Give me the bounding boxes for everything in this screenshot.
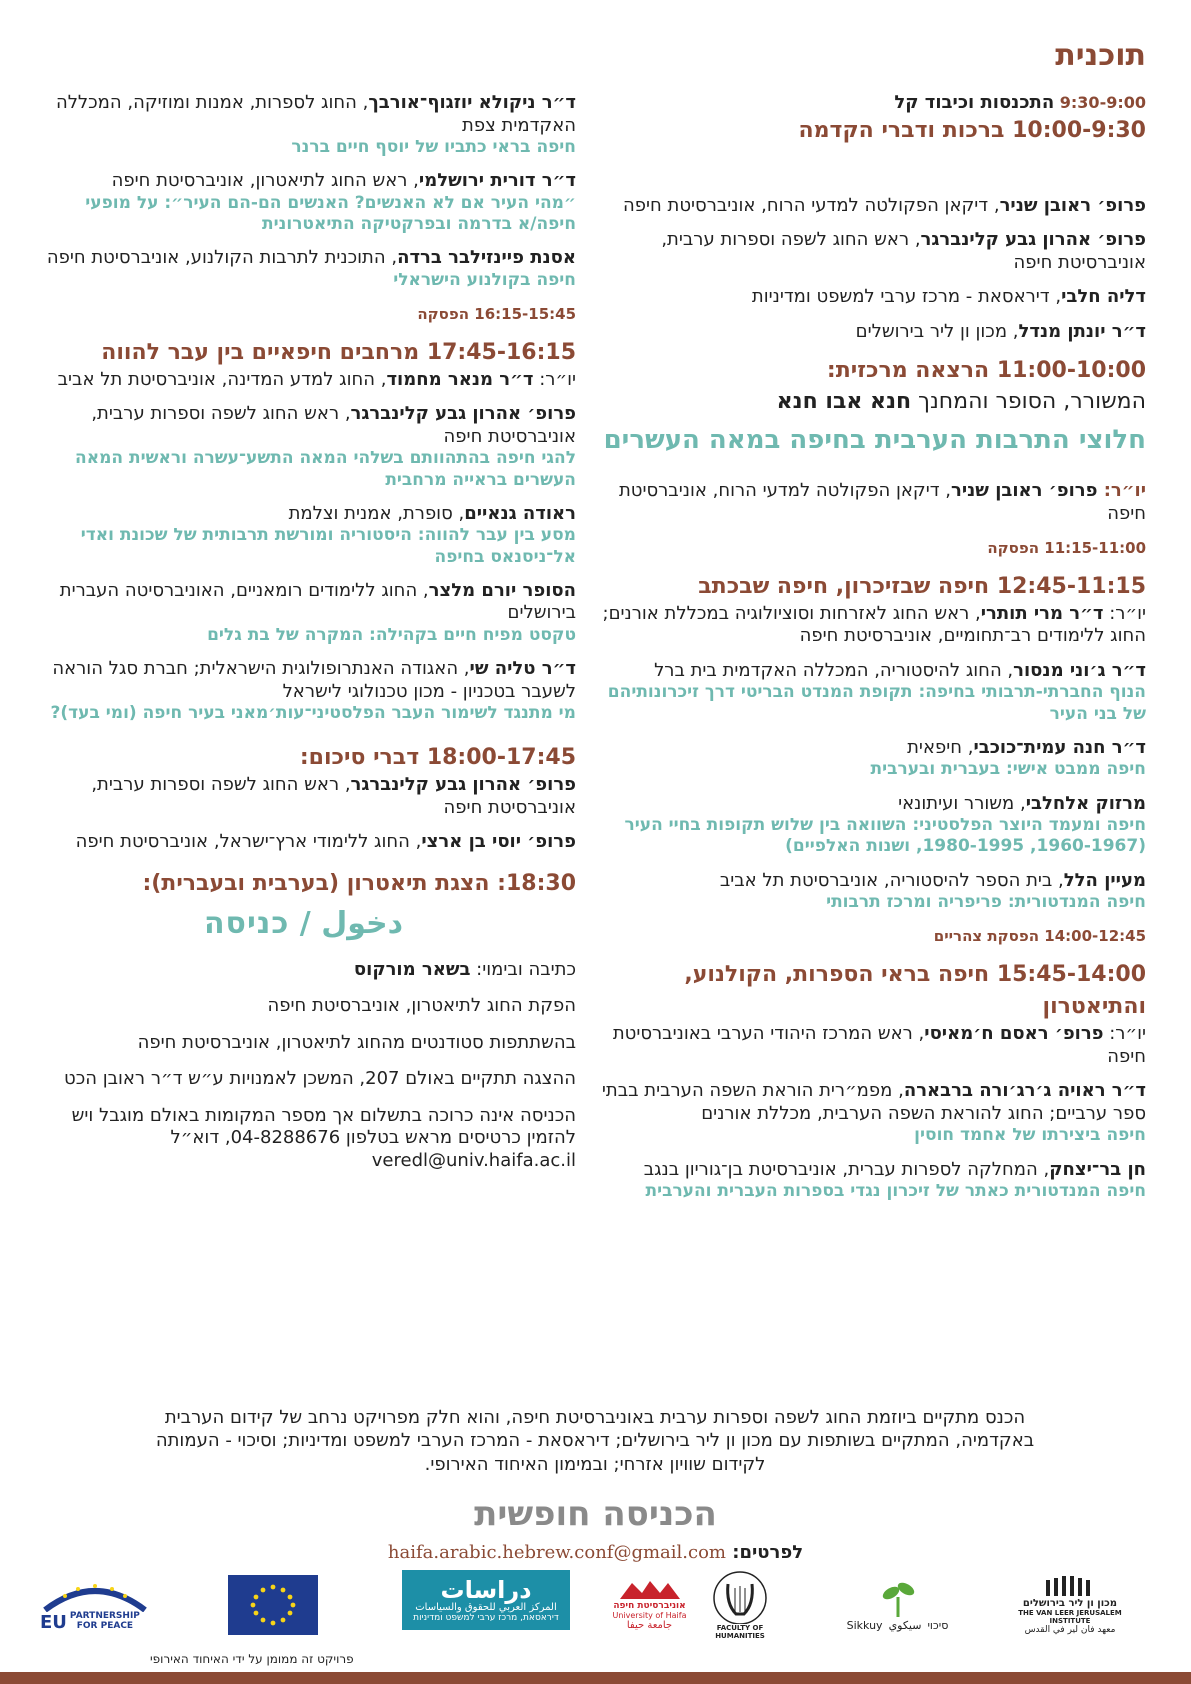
speaker-name: הסופר יורם מלצר bbox=[428, 579, 576, 601]
speaker-affiliation: , החוג ללימודים רומאניים, האוניברסיטה העברית בירושלים bbox=[59, 579, 576, 624]
speaker-name: פרופ׳ יוסי בן ארצי bbox=[421, 831, 576, 853]
talk-title: מסע בין עבר להווה: היסטוריה ומורשת תרבותית של שכונת ואדי אל־ניסנאס בחיפה bbox=[80, 525, 576, 567]
speaker-entry bbox=[31, 580, 576, 646]
speaker-entry bbox=[586, 660, 1146, 725]
bottom-bar bbox=[0, 1672, 1191, 1684]
speaker-entry bbox=[31, 503, 576, 568]
eu-prefix: EU bbox=[40, 1611, 67, 1633]
talk-title: חיפה בראי כתביו של יוסף חיים ברנר bbox=[291, 137, 576, 157]
keynote-chair-name: פרופ׳ ראובן שניר bbox=[951, 480, 1098, 502]
literature-speakers-continued bbox=[31, 92, 576, 291]
contact-line bbox=[0, 1542, 1191, 1563]
speaker-name: ד״ר דורית ירושלמי bbox=[418, 170, 576, 192]
session-spaces-chair-rest: , החוג למדע המדינה, אוניברסיטת תל אביב bbox=[57, 368, 387, 390]
contact-email[interactable]: haifa.arabic.hebrew.conf@gmail.com bbox=[387, 1542, 726, 1563]
break-1: 11:15-11:00 הפסקה bbox=[987, 539, 1146, 558]
speaker-entry bbox=[586, 229, 1146, 274]
speaker-name: דליה חלבי bbox=[1061, 286, 1146, 308]
speaker-affiliation: , ראש החוג לשפה וספרות ערבית, אוניברסיטת חיפה bbox=[91, 774, 576, 818]
theatre-header: 18:30: הצגת תיאטרון (בערבית ובעברית): bbox=[142, 870, 576, 896]
session-spaces-chair bbox=[31, 369, 576, 392]
session-literature-chair bbox=[586, 1023, 1146, 1068]
break-3: 16:15-15:45 הפסקה bbox=[417, 305, 576, 323]
speaker-affiliation: , סופרת, אמנית וצלמת bbox=[288, 502, 465, 524]
speaker-entry bbox=[31, 170, 576, 235]
speaker-name: חן בר־יצחק bbox=[1049, 1158, 1146, 1180]
theatre-detail-line: הפקת החוג לתיאטרון, אוניברסיטת חיפה bbox=[267, 995, 576, 1017]
session-arrival-label: התכנסות וכיבוד קל bbox=[894, 92, 1055, 113]
speaker-affiliation: , מכון ון ליר בירושלים bbox=[855, 320, 1019, 342]
haifa-building-icon bbox=[618, 1579, 682, 1601]
theatre-detail-line: בהשתתפות סטודנטים מהחוג לתיאטרון, אוניברסיטת חיפה bbox=[137, 1031, 576, 1053]
speaker-name: ד״ר ראויה ג׳רג׳ורה ברבארה bbox=[903, 1080, 1146, 1102]
humanities-en: FACULTY OF HUMANITIES bbox=[715, 1624, 765, 1640]
left-column bbox=[31, 92, 576, 1186]
speaker-affiliation: , החוג לספרות, אמנות ומוזיקה, המכללה האקדמית צפת bbox=[55, 92, 576, 136]
speaker-affiliation: , ראש החוג לשפה וספרות ערבית, אוניברסיטת חיפה bbox=[661, 229, 1146, 273]
eu-line1: PARTNERSHIP bbox=[69, 1611, 140, 1622]
speaker-affiliation: , החוג ללימודי ארץ־ישראל, אוניברסיטת חיפה bbox=[75, 831, 422, 853]
theatre-writer bbox=[31, 959, 576, 982]
humanities-logo bbox=[700, 1570, 780, 1640]
keynote-chair bbox=[586, 480, 1146, 525]
speaker-affiliation: , ראש החוג לתיאטרון, אוניברסיטת חיפה bbox=[111, 170, 419, 192]
speaker-affiliation: , מפמ״רית הוראת השפה הערבית בבתי ספר ערביים; החוג להוראת השפה הערבית, מכללת אורנים bbox=[601, 1080, 1146, 1124]
logos-row bbox=[40, 1570, 1150, 1665]
free-entry: הכניסה חופשית bbox=[474, 1494, 717, 1534]
eu-line2: FOR PEACE bbox=[76, 1621, 134, 1631]
session-memory-chair-rest: , ראש החוג לאזרחות וסוציולוגיה במכללת אורנים; החוג ללימודים רב־תחומיים, אוניברסיטת חיפה bbox=[602, 602, 1146, 647]
spaces-speakers bbox=[31, 403, 576, 724]
session-spaces-chair-name: ד״ר מנאר מחמוד bbox=[386, 368, 534, 390]
eu-partnership-logo bbox=[40, 1570, 160, 1640]
speaker-affiliation: , משורר ועיתונאי bbox=[898, 792, 1026, 814]
speaker-entry bbox=[586, 870, 1146, 914]
speaker-name: פרופ׳ אהרון גבע קלינברגר bbox=[920, 229, 1146, 251]
vanleer-he: מכון ון ליר בירושלים bbox=[1022, 1597, 1118, 1609]
theatre-detail-line: הכניסה אינה כרוכה בתשלום אך מספר המקומות באולם מוגבל ויש להזמין כרטיסים מראש בטלפון 04-8288676, דוא״ל veredl@univ.haifa.ac.il bbox=[71, 1104, 576, 1171]
session-memory-header: 12:45-11:15 חיפה שבזיכרון, חיפה שבכתב bbox=[698, 574, 1146, 600]
talk-title: חיפה ומעמד היוצר הפלסטיני: השוואה בין שלוש תקופות בחיי העיר (1960-1967, 1980-1995, ושנות האלפיים) bbox=[624, 815, 1146, 857]
break-2: 14:00-12:45 הפסקת צהריים bbox=[933, 927, 1146, 946]
session-greetings-header: 10:00-9:30 ברכות ודברי הקדמה bbox=[798, 118, 1146, 143]
speaker-entry bbox=[586, 195, 1146, 218]
right-column bbox=[586, 92, 1146, 1214]
eu-flag-logo bbox=[225, 1570, 320, 1640]
session-arrival-time: 9:30-9:00 bbox=[1059, 93, 1146, 112]
dirasat-ar: دراسات bbox=[440, 1575, 532, 1604]
keynote-intro: המשורר, הסופר והמחנך bbox=[911, 389, 1146, 415]
speaker-entry bbox=[586, 737, 1146, 781]
haifa-he: אוניברסיטת חיפה bbox=[613, 1601, 686, 1611]
speaker-name: מרזוק אלחלבי bbox=[1025, 792, 1146, 814]
speaker-affiliation: , ראש החוג לשפה וספרות ערבית, אוניברסיטת חיפה bbox=[91, 403, 576, 447]
dirasat-logo bbox=[402, 1570, 570, 1630]
keynote-speaker bbox=[586, 389, 1146, 414]
haifa-en: University of Haifa bbox=[612, 1611, 687, 1620]
speaker-entry bbox=[31, 247, 576, 291]
speaker-name: ד״ר חנה עמית־כוכבי bbox=[973, 736, 1146, 758]
speaker-entry bbox=[31, 92, 576, 158]
speaker-name: פרופ׳ אהרון גבע קלינברגר bbox=[350, 774, 576, 796]
dirasat-sub-ar: المركز العربي للحقوق والسياسات bbox=[415, 1601, 557, 1613]
keynote-name: חנא אבו חנא bbox=[776, 389, 912, 415]
speaker-name: ד״ר ניקולא יוזגוף־אורבך bbox=[368, 92, 576, 113]
talk-title: חיפה בקולנוע הישראלי bbox=[393, 269, 576, 290]
session-literature-header: 15:45-14:00 חיפה בראי הספרות, הקולנוע, והתיאטרון bbox=[684, 962, 1146, 1020]
speaker-name: ד״ר יונתן מנדל bbox=[1018, 320, 1146, 342]
talk-title: הנוף החברתי-תרבותי בחיפה: תקופת המנדט הבריטי דרך זיכרונותיהם של בני העיר bbox=[607, 682, 1146, 724]
eu-flag-icon bbox=[228, 1575, 318, 1635]
speaker-entry bbox=[31, 403, 576, 491]
vanleer-en: THE VAN LEER JERUSALEM INSTITUTE bbox=[1018, 1608, 1122, 1625]
talk-title: להגי חיפה בהתהוותם בשלהי המאה התשע־עשרה וראשית המאה העשרים בראייה מרחבית bbox=[75, 448, 576, 490]
speaker-affiliation: , בית הספר להיסטוריה, אוניברסיטת תל אביב bbox=[719, 869, 1064, 891]
keynote-title: חלוצי התרבות הערבית בחיפה במאה העשרים bbox=[603, 425, 1146, 456]
speaker-entry bbox=[586, 1080, 1146, 1146]
speaker-affiliation: , דיקאן הפקולטה למדעי הרוח, אוניברסיטת חיפה bbox=[623, 194, 1000, 216]
session-memory-chair-name: ד״ר מרי תותרי bbox=[980, 602, 1104, 624]
speaker-entry bbox=[31, 658, 576, 724]
speaker-entry bbox=[586, 793, 1146, 858]
speaker-entry bbox=[586, 321, 1146, 344]
session-closing-header: 18:00-17:45 דברי סיכום: bbox=[299, 745, 576, 771]
speaker-name: פרופ׳ ראובן שניר bbox=[999, 194, 1146, 216]
session-spaces-header: 17:45-16:15 מרחבים חיפאיים בין עבר להווה bbox=[101, 340, 576, 365]
speaker-name: פרופ׳ אהרון גבע קלינברגר bbox=[350, 403, 576, 425]
speaker-name: אסנת פיינזילבר ברדה bbox=[397, 247, 576, 269]
theatre-detail-line: ההצגה תתקיים באולם 207, המשכן לאמנויות ע״ש ד״ר ראובן הכט bbox=[64, 1068, 576, 1090]
session-spaces-chair-label: יו״ר: bbox=[533, 368, 576, 390]
eu-funding-note: פרויקט זה ממומן על ידי האיחוד האירופי bbox=[150, 1652, 354, 1666]
eu-arc-icon bbox=[40, 1578, 150, 1612]
talk-title: ״מהי העיר אם לא האנשים? האנשים הם-הם העיר״: על מופעי חיפה/א בדרמה ובפרקטיקה התיאטרונית bbox=[85, 192, 576, 234]
haifa-ar: جامعة حيفا bbox=[626, 1620, 673, 1631]
vanleer-ar: معهد فان لير في القدس bbox=[1024, 1624, 1116, 1635]
session-literature-chair-label: יו״ר: bbox=[1103, 1023, 1146, 1045]
session-arrival bbox=[586, 92, 1146, 113]
theatre-writer-name: בשאר מורקוס bbox=[353, 958, 471, 980]
speaker-name: מעיין הלל bbox=[1063, 869, 1146, 891]
speaker-affiliation: , התוכנית לתרבות הקולנוע, אוניברסיטת חיפה bbox=[46, 247, 398, 269]
talk-title: טקסט מפיח חיים בקהילה: המקרה של בת גלים bbox=[207, 624, 576, 645]
session-literature-chair-rest: , ראש המרכז היהודי הערבי באוניברסיטת חיפה bbox=[612, 1023, 1146, 1067]
theatre-details bbox=[31, 995, 576, 1172]
talk-title: חיפה ממבט אישי: בעברית ובערבית bbox=[870, 759, 1146, 780]
sikkuy-en: Sikkuy bbox=[846, 1618, 883, 1632]
sprout-icon bbox=[878, 1579, 918, 1619]
theatre-writer-label: כתיבה ובימוי: bbox=[470, 958, 576, 980]
footer-text: הכנס מתקיים ביוזמת החוג לשפה וספרות ערבית באוניברסיטת חיפה, והוא חלק מפרויקט נרחב של קידום הערבית באקדמיה, המתקיים בשותפות עם מכון ון ליר בירושלים; דיראסאת - המרכז הערבי למשפט ומדיניות; וסיכוי - העמותה לקידום שוויון אזרחי; ובמימון האיחוד האירופי. bbox=[155, 1407, 1035, 1475]
lyre-icon bbox=[712, 1570, 768, 1624]
speaker-entry bbox=[586, 286, 1146, 309]
keynote-chair-label: יו״ר: bbox=[1097, 480, 1146, 502]
contact-label: לפרטים: bbox=[726, 1542, 804, 1563]
memory-speakers bbox=[586, 660, 1146, 914]
speaker-affiliation: , חיפאית bbox=[907, 736, 974, 758]
speaker-affiliation: , דיראסאת - מרכז ערבי למשפט ומדיניות bbox=[751, 286, 1062, 308]
speaker-name: ד״ר טליה שי bbox=[469, 658, 576, 680]
session-memory-chair bbox=[586, 603, 1146, 648]
talk-title: חיפה המנדטורית: פריפריה ומרכז תרבותי bbox=[826, 892, 1146, 913]
sikkuy-ar: سيكوي bbox=[888, 1618, 922, 1632]
keynote-chair-rest: , דיקאן הפקולטה למדעי הרוח, אוניברסיטת חיפה bbox=[618, 480, 1146, 524]
speaker-entry bbox=[31, 774, 576, 819]
sikkuy-he: סיכוי bbox=[927, 1618, 949, 1632]
closing-speakers bbox=[31, 774, 576, 854]
speaker-affiliation: , האגודה האנתרופולוגית הישראלית; חברת סגל הוראה לשעבר בטכניון - מכון טכנולוגי לישראל bbox=[52, 658, 576, 702]
speaker-affiliation: , המחלקה לספרות עברית, אוניברסיטת בן־גוריון בנגב bbox=[643, 1158, 1050, 1180]
speaker-entry bbox=[31, 831, 576, 854]
vanleer-logo bbox=[1000, 1570, 1140, 1640]
sikkuy-logo bbox=[830, 1570, 965, 1640]
session-literature-chair-name: פרופ׳ ראסם ח׳מאיסי bbox=[924, 1023, 1104, 1045]
literature-speakers bbox=[586, 1080, 1146, 1202]
greetings-speakers bbox=[586, 195, 1146, 344]
talk-title: חיפה ביצירתו של אחמד חוסין bbox=[914, 1125, 1146, 1146]
session-memory-chair-label: יו״ר: bbox=[1103, 602, 1146, 624]
talk-title: חיפה המנדטורית כאתר של זיכרון נגדי בספרות העברית והערבית bbox=[645, 1181, 1146, 1201]
speaker-name: ד״ר ג׳וני מנסור bbox=[1013, 659, 1146, 681]
haifa-university-logo bbox=[612, 1570, 687, 1640]
page-title: תוכנית bbox=[1055, 38, 1146, 73]
speaker-affiliation: , החוג להיסטוריה, המכללה האקדמית בית ברל bbox=[654, 659, 1014, 681]
speaker-name: ראודה גנאיים bbox=[464, 502, 576, 524]
talk-title: מי מתנגד לשימור העבר הפלסטיני־עות׳מאני בעיר חיפה (ומי בעד)? bbox=[50, 703, 576, 724]
vanleer-columns-icon bbox=[1040, 1576, 1100, 1598]
dirasat-sub-he: דיראסאת, מרכז ערבי למשפט ומדיניות bbox=[413, 1612, 559, 1623]
speaker-entry bbox=[586, 1159, 1146, 1203]
keynote-header: 11:00-10:00 הרצאה מרכזית: bbox=[826, 358, 1146, 384]
theatre-title: دخول / כניסה bbox=[203, 905, 404, 941]
